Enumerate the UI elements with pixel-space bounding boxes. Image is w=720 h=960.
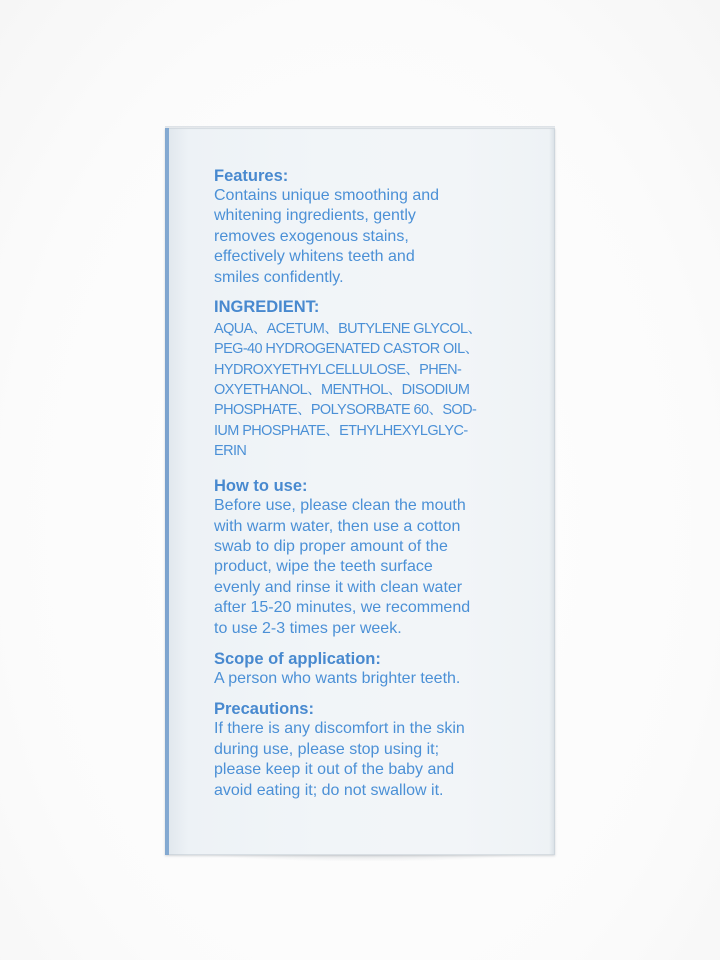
precautions-heading: Precautions: (214, 700, 314, 719)
how-to-use-section (214, 476, 514, 639)
ingredient-line: PEG-40 HYDROGENATED CASTOR OIL、 (214, 341, 479, 358)
ingredient-line: ERIN (214, 442, 247, 459)
box-top-edge (165, 126, 555, 130)
scope-section (214, 649, 514, 689)
precautions-section (214, 699, 514, 801)
scope-text (214, 669, 514, 689)
ingredient-line: OXYETHANOL、MENTHOL、DISODIUM (214, 381, 470, 398)
ingredient-list (214, 319, 514, 461)
precautions-line: avoid eating it; do not swallow it. (214, 781, 444, 799)
how-to-use-line: product, wipe the teeth surface (214, 558, 433, 576)
label-text-block (214, 166, 514, 801)
ingredient-line: PHOSPHATE、POLYSORBATE 60、SOD- (214, 402, 477, 419)
features-line: effectively whitens teeth and (214, 248, 415, 266)
precautions-text (214, 719, 514, 801)
scope-heading: Scope of application: (214, 649, 381, 668)
features-line: smiles confidently. (214, 268, 344, 286)
ingredient-line: IUM PHOSPHATE、ETHYLHEXYLGLYC- (214, 422, 468, 439)
features-line: Contains unique smoothing and (214, 187, 440, 204)
box-right-edge (549, 128, 555, 855)
features-section (214, 166, 514, 288)
how-to-use-line: Before use, please clean the mouth (214, 497, 466, 515)
how-to-use-line: swab to dip proper amount of the (214, 537, 448, 555)
ingredient-section (214, 297, 514, 461)
how-to-use-line: after 15-20 minutes, we recommend (214, 599, 471, 617)
how-to-use-line: to use 2-3 times per week. (214, 619, 402, 637)
ingredient-heading: INGREDIENT: (214, 298, 320, 317)
box-left-edge-stripe (165, 128, 169, 855)
scope-line: A person who wants brighter teeth. (214, 669, 461, 687)
features-line: whitening ingredients, gently (214, 207, 416, 225)
features-heading: Features: (214, 167, 289, 185)
precautions-line: If there is any discomfort in the skin (214, 720, 465, 738)
features-text (214, 186, 514, 288)
precautions-line: please keep it out of the baby and (214, 761, 455, 779)
precautions-line: during use, please stop using it; (214, 740, 440, 758)
how-to-use-line: with warm water, then use a cotton (214, 517, 461, 535)
how-to-use-text (214, 496, 514, 639)
features-line: removes exogenous stains, (214, 227, 409, 245)
ingredient-line: AQUA、ACETUM、BUTYLENE GLYCOL、 (214, 321, 482, 338)
how-to-use-heading: How to use: (214, 477, 308, 496)
how-to-use-line: evenly and rinse it with clean water (214, 578, 463, 596)
ingredient-line: HYDROXYETHYLCELLULOSE、PHEN- (214, 361, 462, 378)
